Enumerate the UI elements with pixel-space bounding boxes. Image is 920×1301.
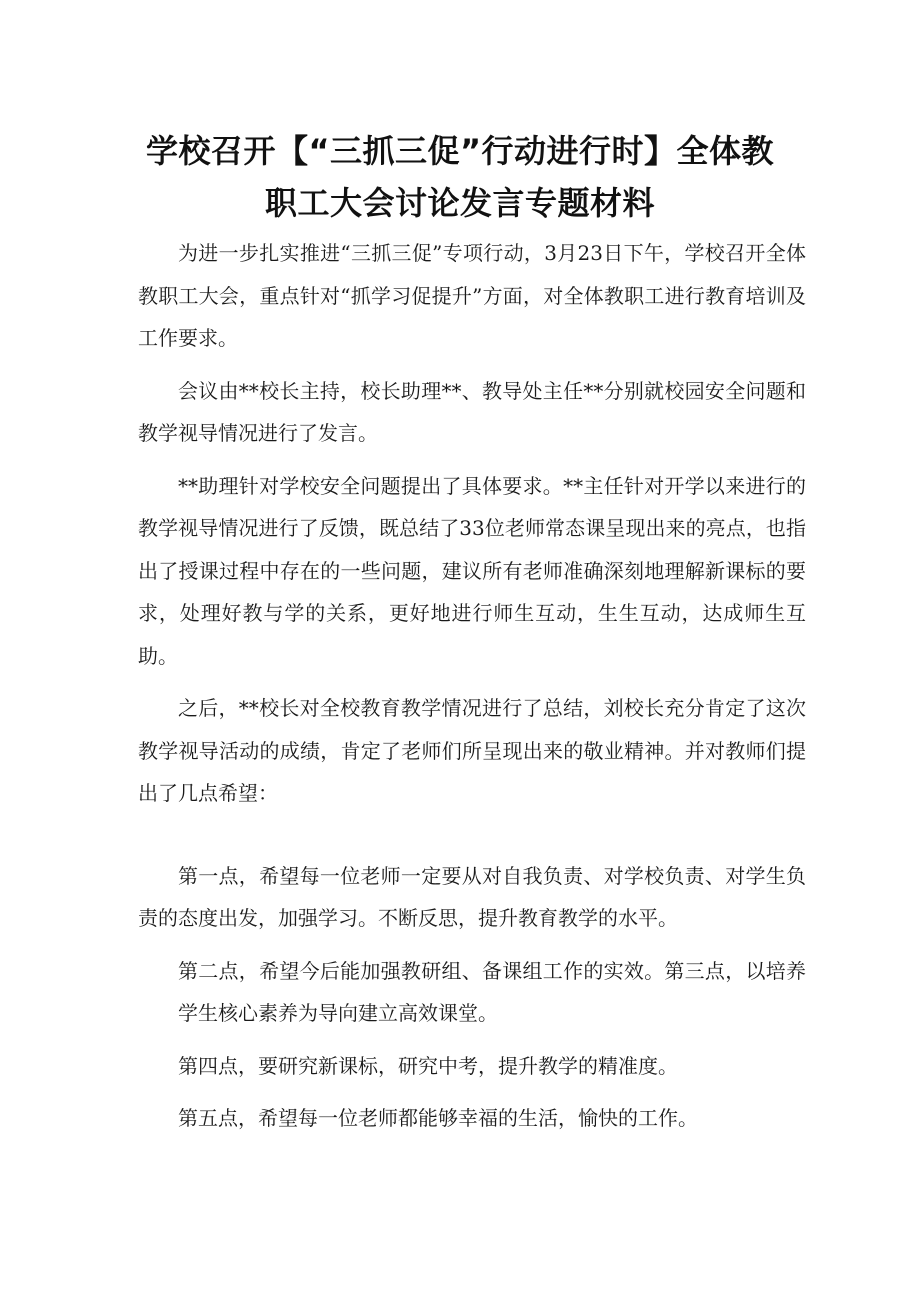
paragraph-meeting-host: 会议由**校长主持，校长助理**、教导处主任**分别就校园安全问题和教学视导情况进行了发言。 (138, 378, 806, 445)
title-line-1: 学校召开【“三抓三促”行动进行时】全体教 (145, 132, 775, 171)
title-line-2: 职工大会讨论发言专题材料 (264, 184, 655, 223)
document-title (100, 125, 820, 229)
document-body (138, 232, 806, 1140)
paragraph-point-1: 第一点，希望每一位老师一定要从对自我负责、对学校负责、对学生负责的态度出发，加强学习。不断反思，提升教育教学的水平。 (138, 863, 806, 930)
paragraph-point-2-3: 第二点，希望今后能加强教研组、备课组工作的实效。第三点，以培养学生核心素养为导向建立高效课堂。 (178, 958, 806, 1025)
paragraph-speeches: **助理针对学校安全问题提出了具体要求。**主任针对开学以来进行的教学视导情况进行了反馈，既总结了33位老师常态课呈现出来的亮点，也指出了授课过程中存在的一些问题，建议所有老师准确深刻地理解新课标的要求，处理好教与学的关系，更好地进行师生互动，生生互动，达成师生互助。 (138, 473, 806, 668)
paragraph-point-5: 第五点，希望每一位老师都能够幸福的生活，愉快的工作。 (178, 1106, 698, 1130)
paragraph-intro: 为进一步扎实推进“三抓三促”专项行动，3月23日下午，学校召开全体教职工大会，重点针对“抓学习促提升”方面，对全体教职工进行教育培训及工作要求。 (138, 241, 806, 350)
paragraph-summary: 之后，**校长对全校教育教学情况进行了总结，刘校长充分肯定了这次教学视导活动的成绩，肯定了老师们所呈现出来的敬业精神。并对教师们提出了几点希望： (138, 696, 806, 805)
paragraph-point-4: 第四点，要研究新课标，研究中考，提升教学的精准度。 (178, 1053, 678, 1078)
